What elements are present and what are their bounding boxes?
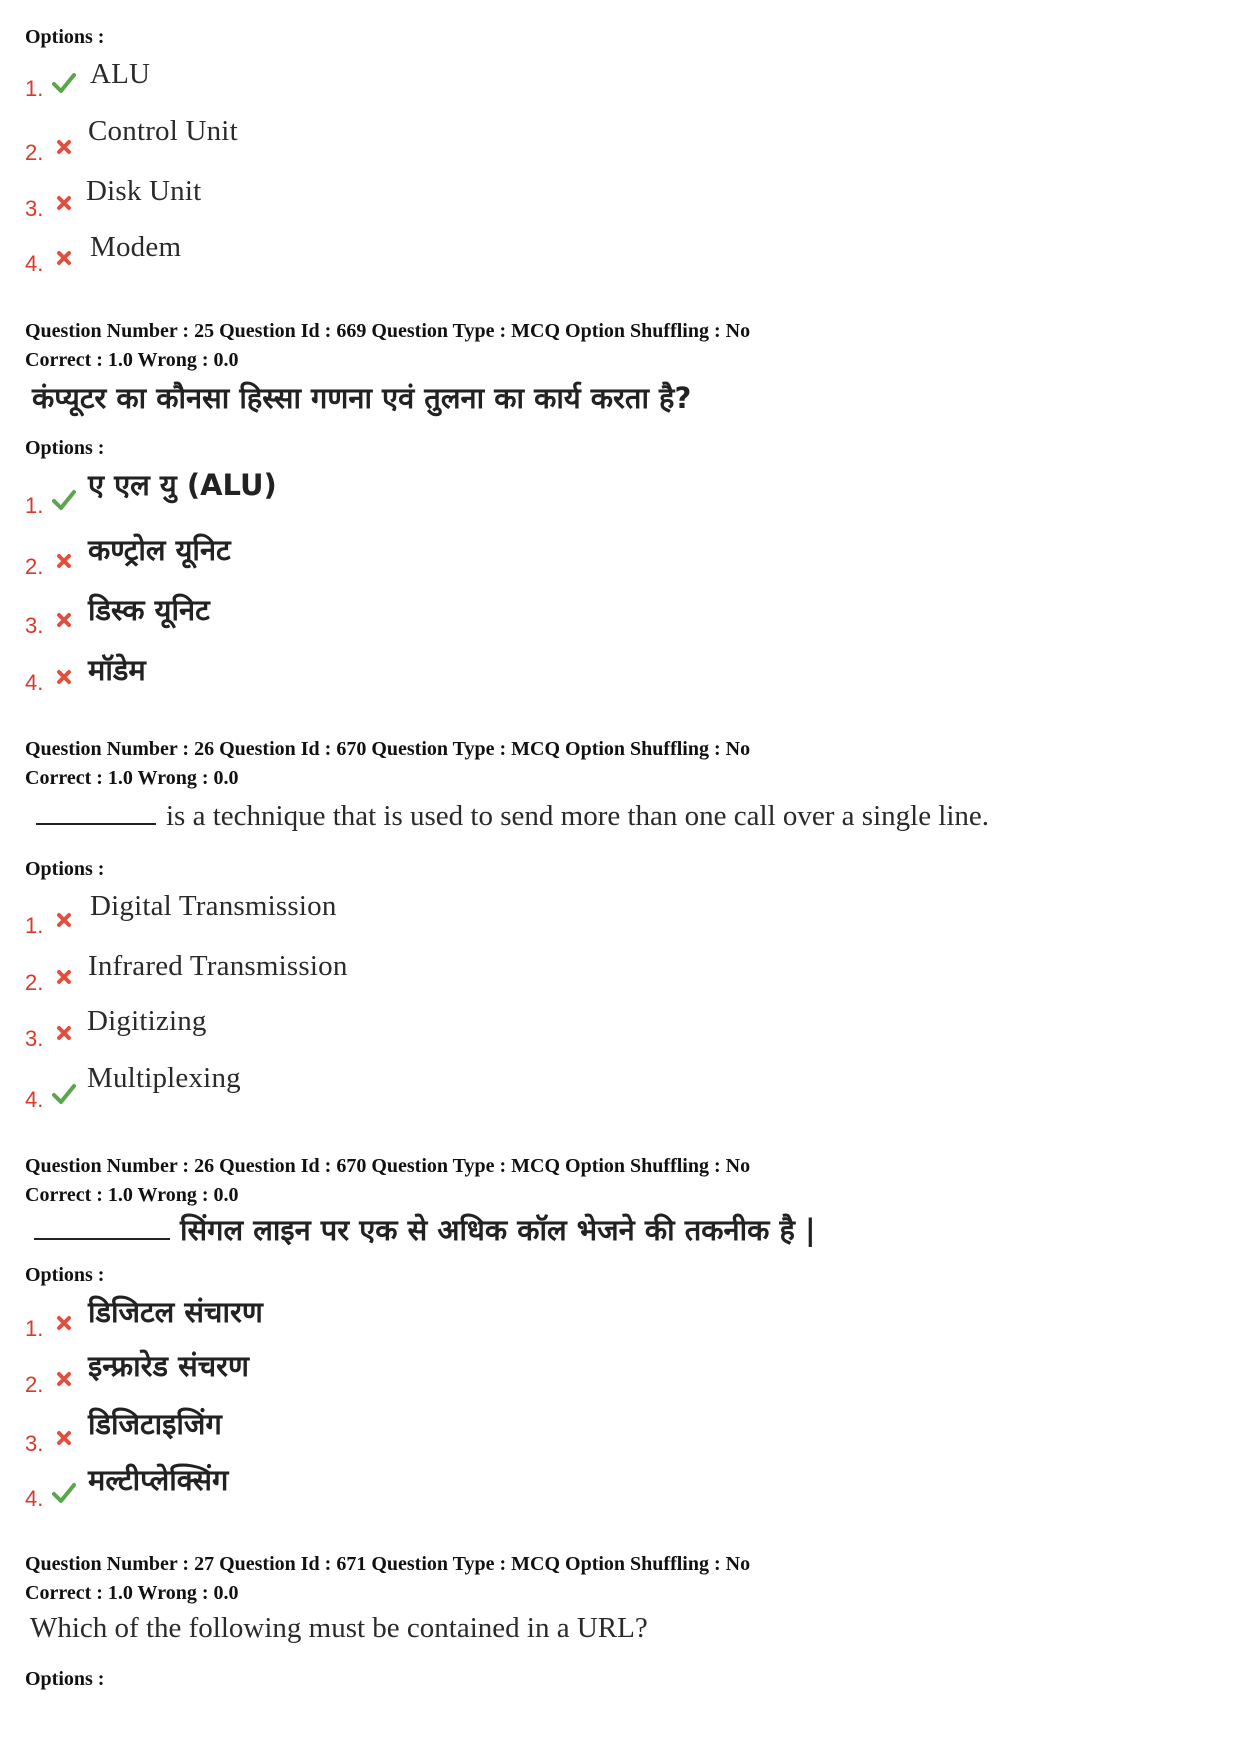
- question-text-row: [34, 1210, 816, 1249]
- check-icon: [52, 72, 76, 99]
- option-number: 3.: [25, 613, 44, 638]
- question-meta: Question Number : 26 Question Id : 670 Question Type : MCQ Option Shuffling : No: [25, 738, 751, 760]
- question-score: Correct : 1.0 Wrong : 0.0: [25, 767, 239, 789]
- question-text: Which of the following must be contained in a URL?: [30, 1612, 648, 1644]
- check-icon: [52, 1482, 76, 1509]
- answer-blank: [36, 801, 156, 825]
- cross-icon: [56, 1371, 72, 1392]
- option-text: Modem: [90, 231, 182, 263]
- cross-icon: [56, 1025, 72, 1046]
- option-number: 2.: [25, 140, 44, 165]
- question-meta: Question Number : 26 Question Id : 670 Question Type : MCQ Option Shuffling : No: [25, 1155, 751, 1177]
- option-number: 4.: [25, 251, 44, 276]
- cross-icon: [56, 1430, 72, 1451]
- options-label: Options :: [25, 1264, 105, 1286]
- option-text: इन्फ्रारेड संचरण: [88, 1349, 249, 1383]
- question-text: कंप्यूटर का कौनसा हिस्सा गणना एवं तुलना का कार्य करता है?: [32, 381, 692, 415]
- option-text: डिजिटाइजिंग: [88, 1407, 222, 1441]
- options-label: Options :: [25, 1668, 105, 1690]
- option-number: 2.: [25, 1372, 44, 1397]
- option-number: 2.: [25, 554, 44, 579]
- option-number: 3.: [25, 1026, 44, 1051]
- check-icon: [52, 1083, 76, 1110]
- option-text: Control Unit: [88, 115, 238, 147]
- answer-blank: [34, 1216, 170, 1240]
- option-number: 1.: [25, 1316, 44, 1341]
- cross-icon: [56, 195, 72, 216]
- option-number: 1.: [25, 493, 44, 518]
- question-score: Correct : 1.0 Wrong : 0.0: [25, 349, 239, 371]
- option-number: 1.: [25, 913, 44, 938]
- options-label: Options :: [25, 26, 105, 48]
- option-number: 4.: [25, 1486, 44, 1511]
- option-text: ALU: [90, 58, 151, 90]
- cross-icon: [56, 969, 72, 990]
- options-label: Options :: [25, 437, 105, 459]
- option-text: डिस्क यूनिट: [88, 593, 210, 627]
- question-text: is a technique that is used to send more than one call over a single line.: [166, 800, 990, 832]
- options-label: Options :: [25, 858, 105, 880]
- cross-icon: [56, 612, 72, 633]
- check-icon: [52, 489, 76, 516]
- cross-icon: [56, 1315, 72, 1336]
- question-meta: Question Number : 25 Question Id : 669 Question Type : MCQ Option Shuffling : No: [25, 320, 751, 342]
- cross-icon: [56, 912, 72, 933]
- option-text: मल्टीप्लेक्सिंग: [88, 1463, 229, 1497]
- option-number: 4.: [25, 670, 44, 695]
- option-text: मॉडेम: [88, 653, 146, 687]
- option-text: ए एल यु (ALU): [88, 468, 277, 502]
- option-text: डिजिटल संचारण: [88, 1295, 263, 1329]
- cross-icon: [56, 250, 72, 271]
- option-number: 2.: [25, 970, 44, 995]
- option-number: 4.: [25, 1087, 44, 1112]
- cross-icon: [56, 139, 72, 160]
- option-text: Infrared Transmission: [88, 950, 348, 982]
- cross-icon: [56, 669, 72, 690]
- option-text: Disk Unit: [86, 175, 202, 207]
- question-text-row: [36, 800, 989, 833]
- option-text: Multiplexing: [87, 1062, 241, 1094]
- question-score: Correct : 1.0 Wrong : 0.0: [25, 1582, 239, 1604]
- option-number: 1.: [25, 76, 44, 101]
- option-text: Digitizing: [87, 1005, 207, 1037]
- cross-icon: [56, 553, 72, 574]
- option-text: कण्ट्रोल यूनिट: [88, 533, 231, 567]
- option-text: Digital Transmission: [90, 890, 337, 922]
- question-meta: Question Number : 27 Question Id : 671 Question Type : MCQ Option Shuffling : No: [25, 1553, 751, 1575]
- question-text: सिंगल लाइन पर एक से अधिक कॉल भेजने की तकनीक है |: [180, 1213, 816, 1247]
- option-number: 3.: [25, 1431, 44, 1456]
- question-score: Correct : 1.0 Wrong : 0.0: [25, 1184, 239, 1206]
- option-number: 3.: [25, 196, 44, 221]
